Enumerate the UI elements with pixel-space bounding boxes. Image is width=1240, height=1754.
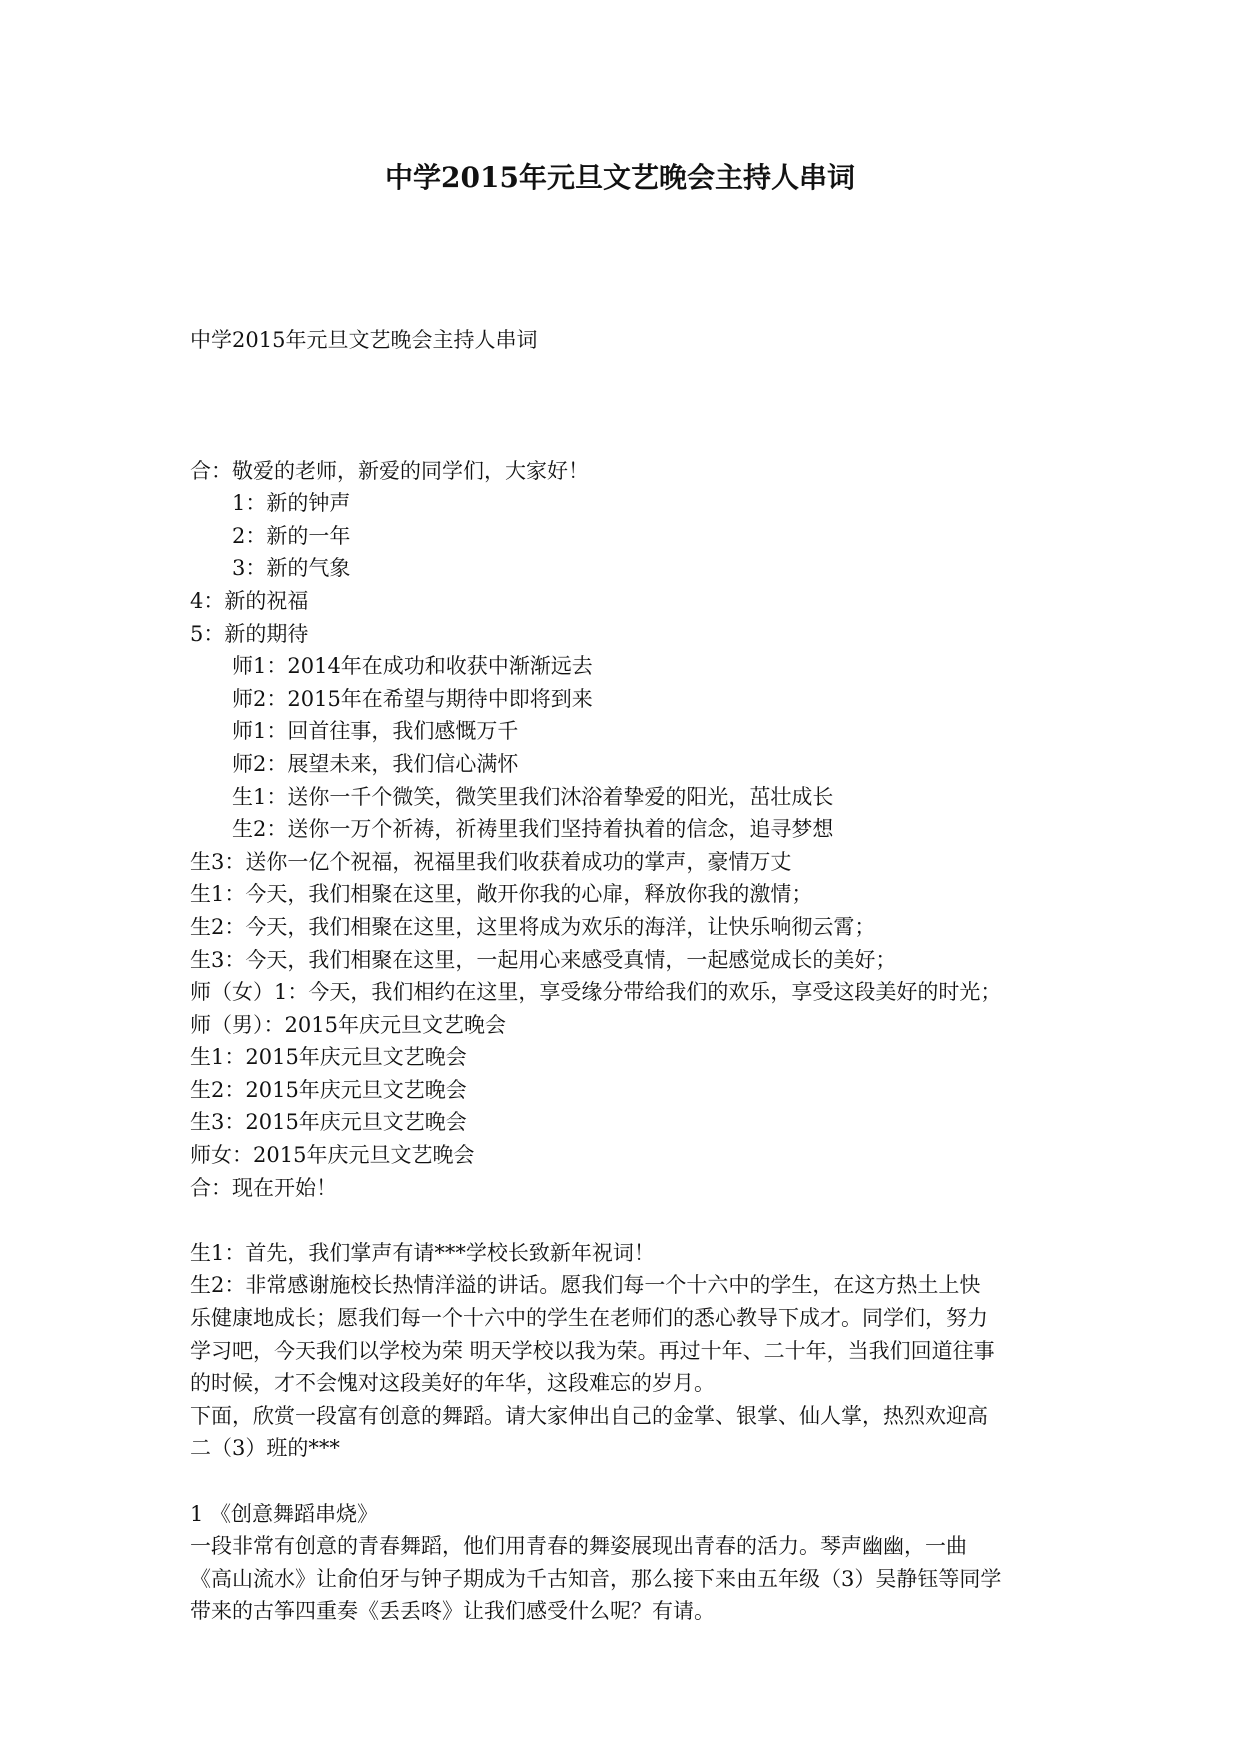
text-line: 师2：展望未来，我们信心满怀: [232, 751, 519, 776]
text-line: 生3：今天，我们相聚在这里，一起用心来感受真情，一起感觉成长的美好；: [190, 947, 897, 972]
text-line: 2：新的一年: [232, 523, 351, 548]
text-line: 《高山流水》让俞伯牙与钟子期成为千古知音，那么接下来由五年级（3）吴静钰等同学: [190, 1566, 1002, 1591]
text-line: 二（3）班的***: [190, 1436, 340, 1461]
text-line: 师1：回首往事，我们感慨万千: [232, 719, 519, 744]
text-line: 生2：非常感谢施校长热情洋溢的讲话。愿我们每一个十六中的学生，在这方热土上快: [190, 1273, 981, 1298]
text-line: 1 《创意舞蹈串烧》: [190, 1501, 379, 1526]
text-line: 合：现在开始！: [190, 1175, 337, 1200]
text-line: 生2：送你一万个祈祷，祈祷里我们坚持着执着的信念，追寻梦想: [232, 817, 834, 842]
document-body: [190, 422, 1052, 1628]
page-title: 中学2015年元旦文艺晚会主持人串词: [385, 161, 855, 194]
text-line: 生3：2015年庆元旦文艺晚会: [190, 1110, 467, 1135]
text-line: 生1：今天，我们相聚在这里，敞开你我的心扉，释放你我的激情；: [190, 882, 813, 907]
text-line: 生3：送你一亿个祝福，祝福里我们收获着成功的掌声，豪情万丈: [190, 849, 792, 874]
text-line: 师（女）1：今天，我们相约在这里，享受缘分带给我们的欢乐，享受这段美好的时光；: [190, 980, 1002, 1005]
text-line: 师1：2014年在成功和收获中渐渐远去: [232, 654, 593, 679]
document-subtitle: 中学2015年元旦文艺晚会主持人串词: [190, 328, 538, 352]
text-line: 生1：送你一千个微笑，微笑里我们沐浴着挚爱的阳光，茁壮成长: [232, 784, 834, 809]
text-line: 的时候，才不会愧对这段美好的年华，这段难忘的岁月。: [190, 1371, 715, 1396]
text-line: 师（男）：2015年庆元旦文艺晚会: [190, 1012, 506, 1037]
text-line: 生2：2015年庆元旦文艺晚会: [190, 1077, 467, 1102]
text-line: 1：新的钟声: [232, 491, 351, 516]
text-line: 5：新的期待: [190, 621, 309, 646]
text-line: 生2：今天，我们相聚在这里，这里将成为欢乐的海洋，让快乐响彻云霄；: [190, 914, 876, 939]
text-line: 学习吧，今天我们以学校为荣 明天学校以我为荣。再过十年、二十年，当我们回道往事: [190, 1338, 995, 1363]
text-line: 下面，欣赏一段富有创意的舞蹈。请大家伸出自己的金掌、银掌、仙人掌，热烈欢迎高: [190, 1403, 988, 1428]
text-line: 4：新的祝福: [190, 588, 309, 613]
text-line: 乐健康地成长；愿我们每一个十六中的学生在老师们的悉心教导下成才。同学们，努力: [190, 1306, 988, 1331]
text-line: 3：新的气象: [232, 556, 351, 581]
text-line: 生1：首先，我们掌声有请***学校长致新年祝词！: [190, 1240, 655, 1265]
text-line: 带来的古筝四重奏《丢丢咚》让我们感受什么呢？有请。: [190, 1599, 715, 1624]
text-line: 师女：2015年庆元旦文艺晚会: [190, 1143, 475, 1168]
text-line: 生1：2015年庆元旦文艺晚会: [190, 1045, 467, 1070]
text-line: 师2：2015年在希望与期待中即将到来: [232, 686, 593, 711]
text-line: 一段非常有创意的青春舞蹈，他们用青春的舞姿展现出青春的活力。琴声幽幽，一曲: [190, 1534, 967, 1559]
text-line: 合：敬爱的老师，新爱的同学们，大家好！: [190, 458, 589, 483]
